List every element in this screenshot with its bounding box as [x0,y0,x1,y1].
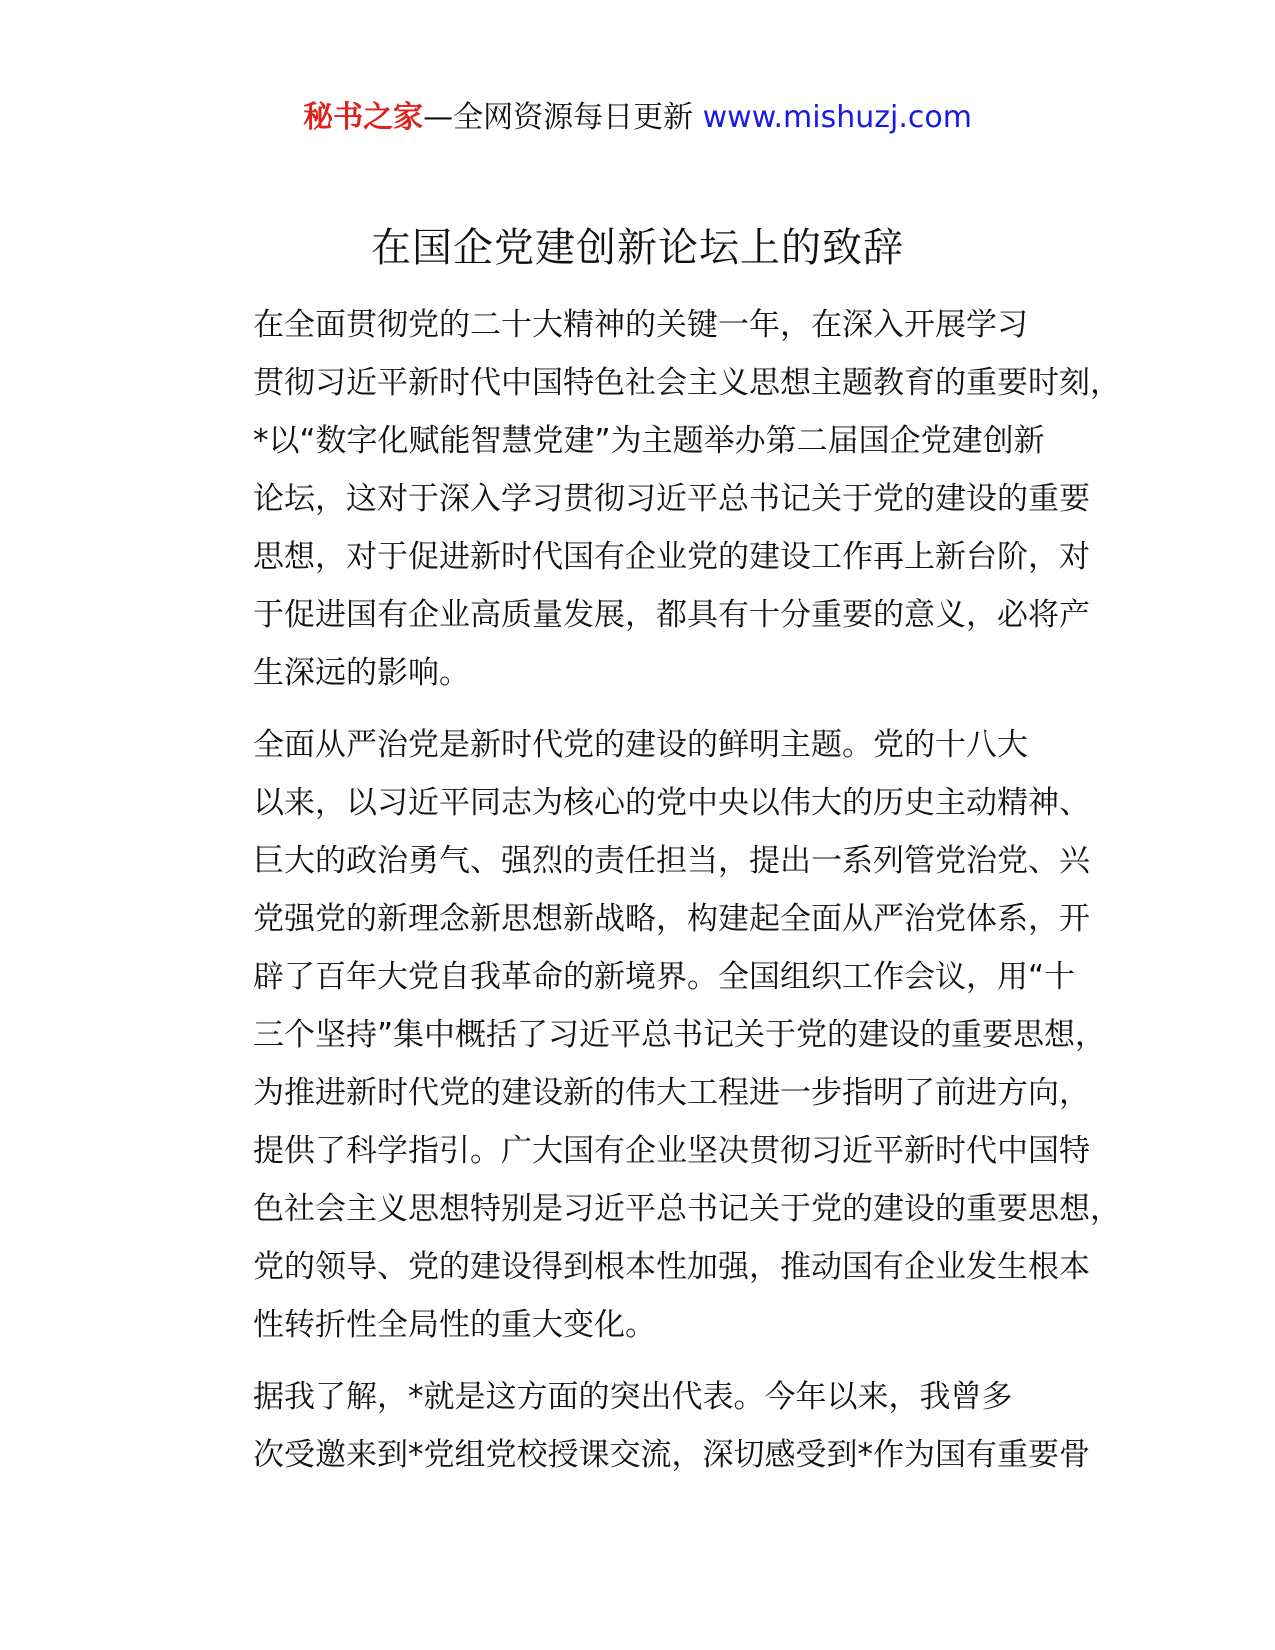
text-line: 于促进国有企业高质量发展，都具有十分重要的意义，必将产 [253,597,1090,633]
text-line: 巨大的政治勇气、强烈的责任担当，提出一系列管党治党、兴 [253,843,1090,879]
text-line: 辟了百年大党自我革命的新境界。全国组织工作会议，用“十 [253,959,1076,995]
site-tagline: —全网资源每日更新 [423,100,694,135]
text-line: 据我了解，*就是这方面的突出代表。今年以来，我曾多 [253,1379,1013,1415]
document-title: 在国企党建创新论坛上的致辞 [371,225,904,271]
text-line: 论坛，这对于深入学习贯彻习近平总书记关于党的建设的重要 [253,481,1090,517]
text-line: 生深远的影响。 [253,655,470,691]
text-line: 在全面贯彻党的二十大精神的关键一年，在深入开展学习 [253,307,1028,343]
paragraph-1 [187,296,1121,702]
paragraph-3 [187,1368,1090,1484]
text-line: 三个坚持”集中概括了习近平总书记关于党的建设的重要思想， [253,1017,1107,1053]
site-brand: 秘书之家 [303,100,424,135]
text-line: 党强党的新理念新思想新战略，构建起全面从严治党体系，开 [253,901,1090,937]
text-line: *以“数字化赋能智慧党建”为主题举办第二届国企党建创新 [253,423,1045,459]
site-url-link[interactable]: www.mishuzj.com [702,100,972,135]
text-line: 提供了科学指引。广大国有企业坚决贯彻习近平新时代中国特 [253,1133,1090,1169]
text-line: 全面从严治党是新时代党的建设的鲜明主题。党的十八大 [253,727,1028,763]
text-line: 贯彻习近平新时代中国特色社会主义思想主题教育的重要时刻， [253,365,1121,401]
text-line: 色社会主义思想特别是习近平总书记关于党的建设的重要思想， [253,1191,1121,1227]
text-line: 党的领导、党的建设得到根本性加强，推动国有企业发生根本 [253,1249,1090,1285]
text-line: 性转折性全局性的重大变化。 [253,1307,656,1343]
text-line: 次受邀来到*党组党校授课交流，深切感受到*作为国有重要骨 [253,1437,1090,1473]
text-line: 思想，对于促进新时代国有企业党的建设工作再上新台阶，对 [253,539,1090,575]
document-body [187,296,1121,1498]
site-header [0,98,1275,138]
paragraph-2 [187,716,1121,1354]
text-line: 为推进新时代党的建设新的伟大工程进一步指明了前进方向， [253,1075,1090,1111]
text-line: 以来，以习近平同志为核心的党中央以伟大的历史主动精神、 [253,785,1090,821]
